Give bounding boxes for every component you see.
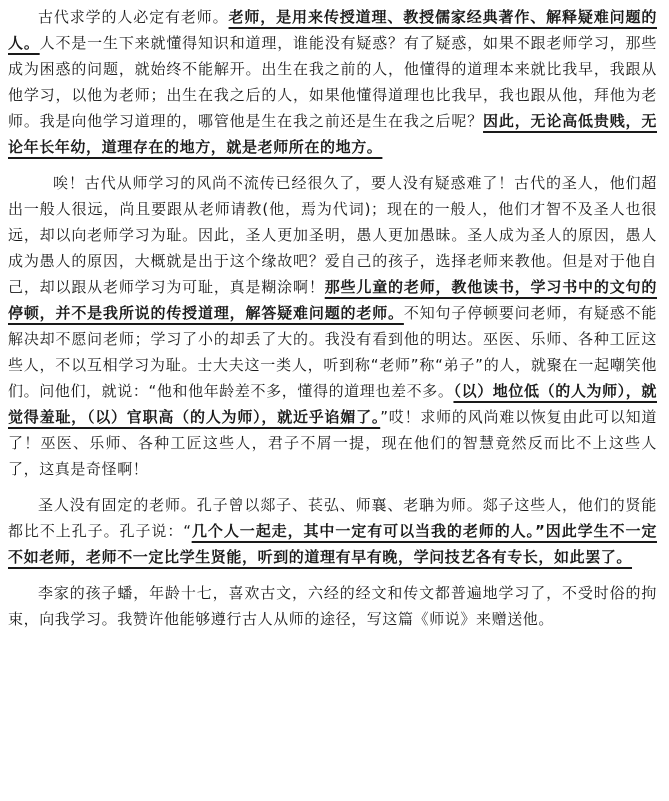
paragraph-1-emphasis-2: 因此，无论高低贵贱，无论年长年幼，道理存在的地方，就是老师所在的地方。 — [8, 112, 657, 156]
paragraph-2-text-3: ”哎！求师的风尚难以恢复由此可以知道了！巫医、乐师、各种工匠这些人，君子不屑一提，现在他们的智慧竟然反而比不上这些人了，这真是奇怪啊！ — [8, 408, 657, 478]
paragraph-2-emphasis-1: 那些儿童的老师，教他读书，学习书中的文句的停顿，并不是我所说的传授道理，解答疑难问题的老师。 — [8, 278, 657, 322]
paragraph-1-text-2: 人不是一生下来就懂得知识和道理，谁能没有疑惑？有了疑惑，如果不跟老师学习，那些成为困惑的问题，就始终不能解开。出生在我之前的人，他懂得的道理本来就比我早，我跟从他学习，以他为老师；出生在我之后的人，如果他懂得道理也比我早，我也跟从他，拜他为老师。我是向他学习道理的，哪管他是生在我之前还是生在我之后呢？ — [8, 34, 657, 130]
paragraph-2-text-2: 不知句子停顿要问老师，有疑惑不能解决却不愿问老师；学习了小的却丢了大的。我没有看到他的明达。巫医、乐师、各种工匠这些人，不以互相学习为耻。士大夫这一类人，听到称“老师”称“弟子”的人，就聚在一起嘲笑他们。问他们，就说：“他和他年龄差不多，懂得的道理也差不多。 — [8, 304, 657, 400]
paragraph-1-text-1: 古代求学的人必定有老师。 — [38, 8, 229, 26]
paragraph-3 — [8, 492, 657, 570]
paragraph-3-text-1: 圣人没有固定的老师。孔子曾以郯子、苌弘、师襄、老聃为师。郯子这些人，他们的贤能都比不上孔子。孔子说：“ — [8, 496, 657, 540]
paragraph-2-emphasis-2: （以）地位低（的人为师），就觉得羞耻，（以）官职高（的人为师），就近乎谄媚了。 — [8, 382, 657, 426]
paragraph-1 — [8, 4, 657, 160]
paragraph-2 — [8, 170, 657, 482]
paragraph-1-emphasis-1: 老师，是用来传授道理、教授儒家经典著作、解释疑难问题的人。 — [8, 8, 657, 52]
paragraph-4-text-1: 李家的孩子蟠，年龄十七，喜欢古文，六经的经文和传文都普遍地学习了，不受时俗的拘束，向我学习。我赞许他能够遵行古人从师的途径，写这篇《师说》来赠送他。 — [8, 584, 657, 628]
paragraph-2-text-1: 唉！古代从师学习的风尚不流传已经很久了，要人没有疑惑难了！古代的圣人，他们超出一般人很远，尚且要跟从老师请教(他，焉为代词)；现在的一般人，他们才智不及圣人也很远，却以向老师学习为耻。因此，圣人更加圣明，愚人更加愚昧。圣人成为圣人的原因，愚人成为愚人的原因，大概就是出于这个缘故吧？爱自己的孩子，选择老师来教他。但是对于他自己，却以跟从老师学习为可耻，真是糊涂啊！ — [8, 174, 657, 296]
paragraph-3-emphasis-1: 几个人一起走，其中一定有可以当我的老师的人。”因此学生不一定不如老师，老师不一定比学生贤能，听到的道理有早有晚，学问技艺各有专长，如此罢了。 — [8, 522, 657, 566]
paragraph-4 — [8, 580, 657, 632]
